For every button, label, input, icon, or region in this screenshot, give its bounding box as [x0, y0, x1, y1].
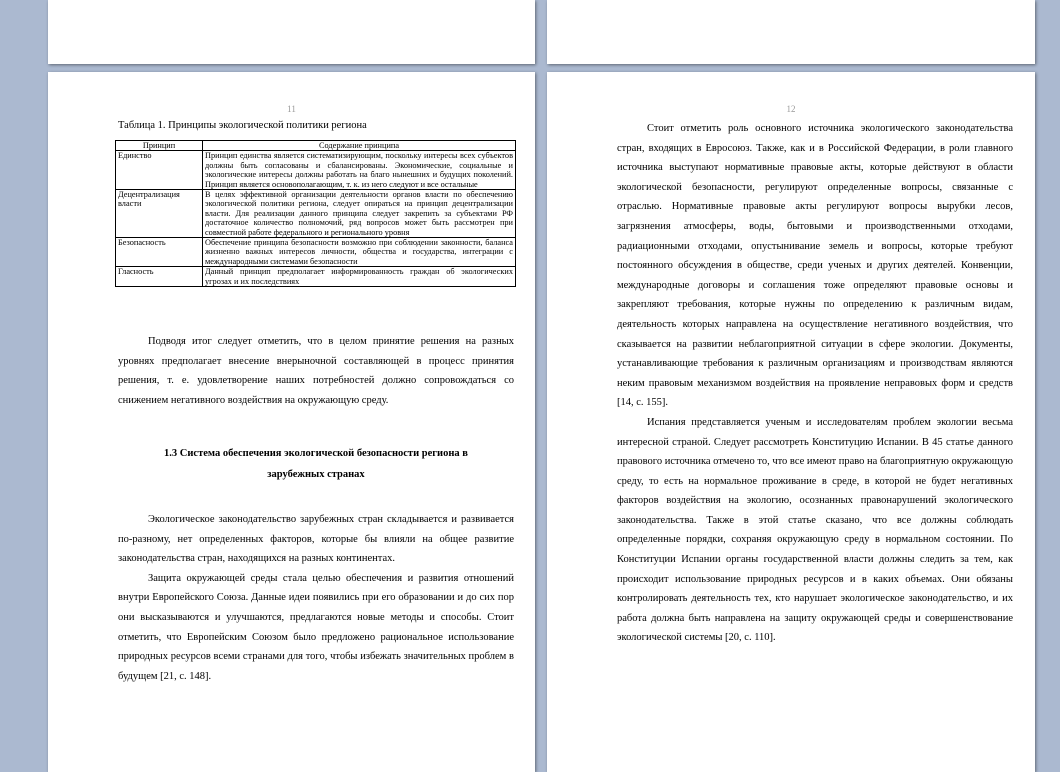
table-header-row [116, 141, 516, 151]
table-cell-content: Данный принцип предполагает информированность граждан об экологических угрозах и их последствиях [203, 267, 516, 287]
paragraph: Защита окружающей среды стала целью обеспечения и развития отношений внутри Европейского Союза. Данные идеи появились при его образовании и до сих пор они высказываются и улучшаются, предлагаются новые методы и способы. Стоит отметить, что Европейским Союзом было предложено рациональное использование природных ресурсов всеми странами для того, чтобы избежать значительных проблем в будущем [21, с. 148]. [118, 572, 514, 682]
principles-table [115, 140, 516, 287]
table-cell-content: Обеспечение принципа безопасности возможно при соблюдении законности, баланса жизненно важных интересов личности, общества и государства, интеграции с международными системами безопасности [203, 238, 516, 267]
table-caption: Таблица 1. Принципы экологической политики региона [118, 120, 367, 131]
previous-page-left [48, 0, 535, 64]
section-heading-line: зарубежных странах [267, 469, 365, 480]
document-page-12[interactable] [547, 72, 1035, 772]
page-number: 12 [786, 104, 796, 114]
table-row [116, 151, 516, 190]
section-text-block [118, 510, 514, 686]
table-cell-principle: Гласность [116, 267, 203, 287]
table-cell-principle: Единство [116, 151, 203, 190]
paragraph: Экологическое законодательство зарубежных стран складывается и развивается по-разному, нет определенных факторов, которые бы влияли на общее развитие законодательства стран, находящихся на разных континентах. [118, 514, 514, 565]
section-heading [138, 443, 494, 485]
page-text-block [617, 119, 1013, 648]
document-page-11[interactable] [48, 72, 535, 772]
page-number: 11 [287, 104, 296, 114]
table-cell-content: Принцип единства является систематизирующим, поскольку интересы всех субъектов должны быть согласованы и сбалансированы. Экономические, социальные и экологические интересы должны работать на благо нынешних и будущих поколений. Принцип является основополагающим, т. к. из него следуют и все остальные [203, 151, 516, 190]
table-cell-content: В целях эффективной организации деятельности органов власти по обеспечению экологической политики региона, следует опираться на принцип децентрализации власти. Для реализации данного принципа следует закрепить за субъектами РФ достаточное количество полномочий, ряд вопросов может быть рассмотрен при совместной работе федерального и регионального уровня [203, 190, 516, 238]
table-row [116, 190, 516, 238]
paragraph: Стоит отметить роль основного источника экологического законодательства стран, входящих в Евросоюз. Также, как и в Российской Федерации, в роли главного источника выступают нормативные правовые акты, которые действуют в области экологической безопасности, регулируют определенные вопросы, связанные с отраслью. Нормативные правовые акты регулируют вопросы вырубки лесов, загрязнения атмосферы, воды, бытовыми и производственными отходами, радиационными отходами, опустынивание земель и вопросы, которые требуют постоянного обсуждения в обществе, среди ученых и других деятелей. Конвенции, международные договоры и соглашения тоже определяют правовые основы и закрепляют требования, которые нужны по определению к различным видам, деятельность которых направлена на осуществление негативного воздействия, что сказывается на развитии неблагоприятной ситуации в сфере экологии. Документы, устанавливающие требования к различным организациям и производствам являются неким правовым механизмом воздействия на проявление неправовых форм и средств [14, с. 155]. [617, 123, 1013, 409]
paragraph: Подводя итог следует отметить, что в целом принятие решения на разных уровнях предполагает внесение внерыночной составляющей в процесс принятия решения, т. е. удовлетворение наших потребностей должно сопровождаться со снижением негативного воздействия на окружающую среду. [118, 336, 514, 406]
table-row [116, 267, 516, 287]
paragraph: Испания представляется ученым и исследователям проблем экологии весьма интересной страной. Следует рассмотреть Конституцию Испании. В 45 статье данного правового источника отмечено то, что все имеют право на благоприятную окружающую среду, то есть на нормальное проживание в среде, в которой не будет негативных факторов воздействия на экологию, осознанных правонарушений экологического законодательства. Также в этой статье сказано, что все должны соблюдать определенные порядки, сохраняя окружающую среду в нормальном состоянии. По Конституции Испании органы государственной власти должны следить за тем, как происходит использование природных ресурсов и в каких объемах. Они обязаны контролировать деятельность тех, кто нарушает экологическое законодательство, и их работа должна быть направлена на защиту окружающей среды и совершенствование экологической системы [20, с. 110]. [617, 416, 1013, 644]
table-row [116, 238, 516, 267]
table-cell-principle: Безопасность [116, 238, 203, 267]
table-header-principle: Принцип [116, 141, 203, 151]
section-heading-line: 1.3 Система обеспечения экологической безопасности региона в [164, 448, 468, 459]
previous-page-right [547, 0, 1035, 64]
table-header-content: Содержание принципа [203, 141, 516, 151]
table-cell-principle: Децентрализация власти [116, 190, 203, 238]
summary-text-block [118, 332, 514, 410]
